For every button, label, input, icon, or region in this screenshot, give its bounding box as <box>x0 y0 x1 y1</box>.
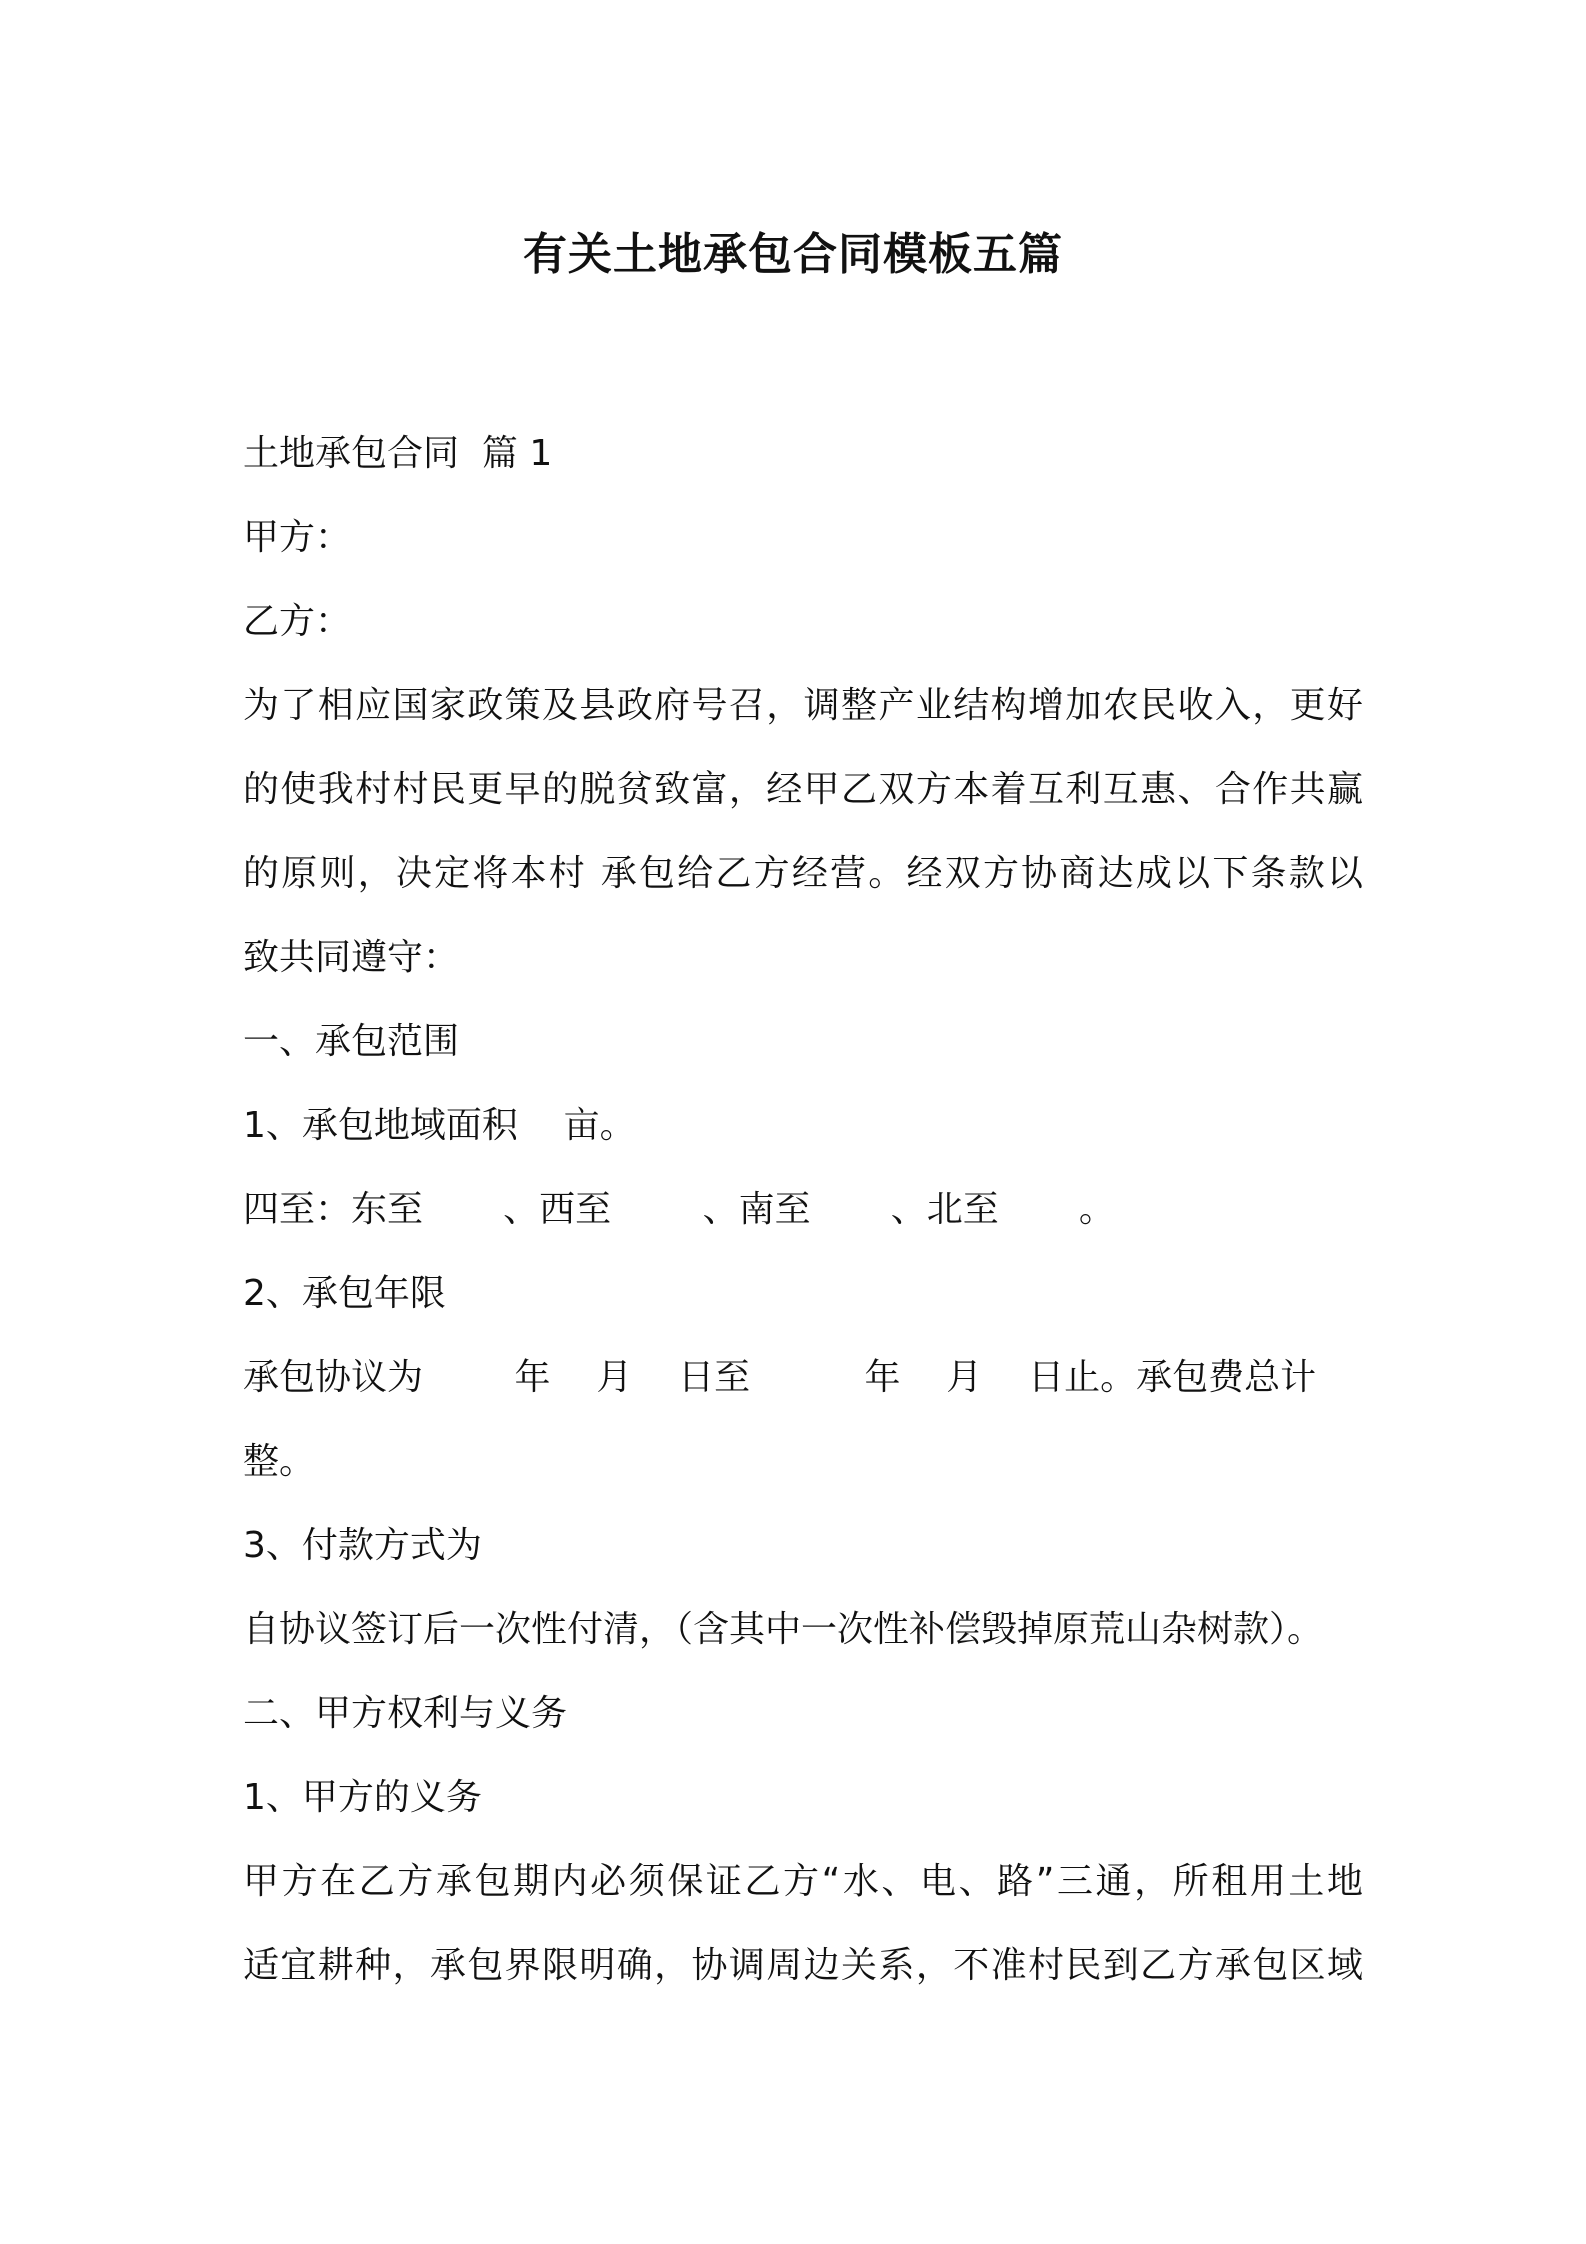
party-a-line: 甲方： <box>243 517 352 558</box>
paragraph-line: 的使我村村民更早的脱贫致富，经甲乙双方本着互利互惠、合作共赢 <box>243 769 1363 810</box>
document-body <box>243 412 1363 2008</box>
clause-item: 四至：东至 、西至 、南至 、北至 。 <box>243 1189 1115 1230</box>
party-b-line: 乙方： <box>243 601 352 642</box>
clause-item: 1、甲方的义务 <box>243 1777 482 1818</box>
document-title: 有关土地承包合同模板五篇 <box>523 229 1063 280</box>
paragraph-line: 的原则，决定将本村 承包给乙方经营。经双方协商达成以下条款以 <box>243 853 1363 894</box>
clause-item: 1、承包地域面积 亩。 <box>243 1105 636 1146</box>
section-heading: 土地承包合同 篇 1 <box>243 433 553 474</box>
paragraph-line: 致共同遵守： <box>243 937 460 978</box>
clause-heading: 二、甲方权利与义务 <box>243 1693 568 1734</box>
paragraph-line: 为了相应国家政策及县政府号召，调整产业结构增加农民收入，更好 <box>243 685 1363 726</box>
clause-item: 自协议签订后一次性付清，（含其中一次性补偿毁掉原荒山杂树款）。 <box>243 1609 1324 1650</box>
clause-item: 3、付款方式为 <box>243 1525 482 1566</box>
paragraph-line: 甲方在乙方承包期内必须保证乙方“水、电、路”三通，所租用土地 <box>243 1861 1363 1902</box>
clause-item: 整。 <box>243 1441 316 1482</box>
clause-item: 承包协议为 年 月 日至 年 月 日止。承包费总计 <box>243 1357 1317 1398</box>
clause-item: 2、承包年限 <box>243 1273 446 1314</box>
paragraph-line: 适宜耕种，承包界限明确，协调周边关系，不准村民到乙方承包区域 <box>243 1945 1363 1986</box>
clause-heading: 一、承包范围 <box>243 1021 460 1062</box>
